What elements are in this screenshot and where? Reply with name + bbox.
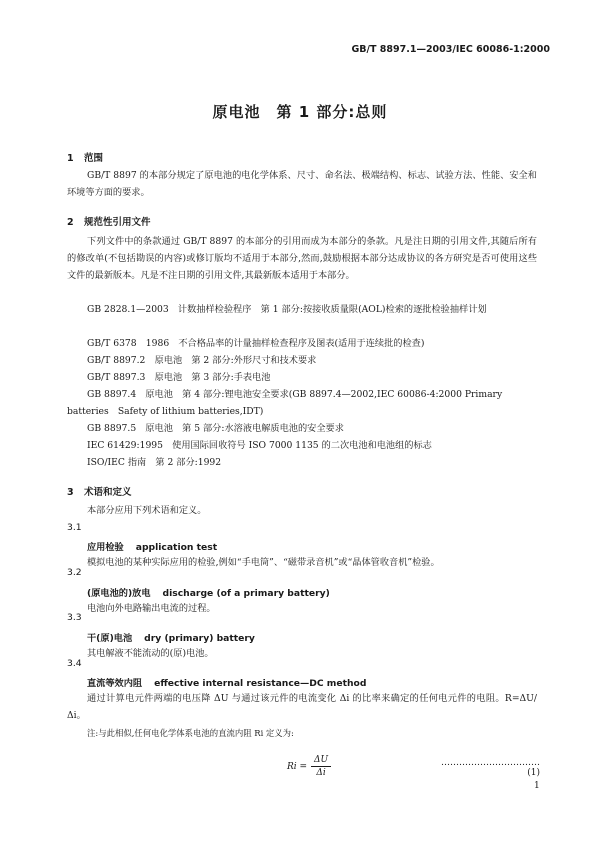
term-en: discharge (of a primary battery) (162, 588, 330, 599)
reference-item: GB 8897.4 原电池 第 4 部分:锂电池安全要求(GB 8897.4—2002,IEC 60086-4:2000 Primary batteries Safety of lithium batteries,IDT) (67, 389, 503, 417)
reference-item: GB 8897.5 原电池 第 5 部分:水溶液电解质电池的安全要求 (87, 423, 344, 434)
term-en: application test (135, 542, 218, 553)
term-cn: 应用检验 (87, 542, 124, 553)
section-title: 规范性引用文件 (84, 217, 151, 228)
standard-code-header: GB/T 8897.1—2003/IEC 60086-1:2000 (351, 44, 550, 55)
note-text: 注:与此相似,任何电化学体系电池的直流内阻 Ri 定义为: (87, 728, 294, 738)
section-title: 术语和定义 (84, 487, 132, 498)
term-cn: 干(原)电池 (87, 633, 133, 644)
section-heading-normative-refs (67, 214, 151, 228)
document-title: 原电池 第 1 部分:总则 (212, 103, 388, 121)
reference-item: GB/T 6378 1986 不合格品率的计量抽样检查程序及图表(适用于连续批的检查) (87, 338, 425, 349)
normative-intro-paragraph: 下列文件中的条款通过 GB/T 8897 的本部分的引用而成为本部分的条款。凡是注日期的引用文件,其随后所有的修改单(不包括勘误的内容)或修订版均不适用于本部分,然而,鼓励根据本部分达成协议的各方研究是否可使用这些文件的最新版本。凡是不注日期的引用文件,其最新版本适用于本部分。 (67, 236, 537, 281)
term-number: 3.3 (67, 612, 82, 623)
terms-intro: 本部分应用下列术语和定义。 (87, 505, 207, 516)
term-number: 3.1 (67, 522, 82, 533)
fraction-bar (311, 766, 331, 767)
term-definition: 电池向外电路输出电流的过程。 (87, 603, 216, 614)
term-definition: 模拟电池的某种实际应用的检验,例如“手电筒”、“磁带录音机”或“晶体管收音机”检验。 (87, 557, 440, 568)
equation-numerator: ΔU (314, 755, 329, 765)
equation-fraction (311, 755, 331, 778)
term-number: 3.2 (67, 567, 82, 578)
term-cn: 直流等效内阻 (87, 678, 143, 689)
section-number: 3 (67, 487, 74, 498)
equation-number: ……………………………(1) (441, 758, 540, 778)
term-definition: 通过计算电元件两端的电压降 ΔU 与通过该元件的电流变化 Δi 的比率来确定的任何电元件的电阻。R=ΔU/Δi。 (67, 693, 537, 721)
section-heading-scope (67, 150, 103, 164)
term-en: effective internal resistance—DC method (154, 678, 367, 689)
page-number: 1 (534, 781, 540, 791)
section-heading-terms (67, 484, 132, 498)
reference-item: IEC 61429:1995 使用国际回收符号 ISO 7000 1135 的二次电池和电池组的标志 (87, 440, 432, 451)
reference-item: ISO/IEC 指南 第 2 部分:1992 (87, 457, 222, 468)
term-name (87, 630, 255, 644)
reference-item: GB/T 8897.2 原电池 第 2 部分:外形尺寸和技术要求 (87, 355, 317, 366)
reference-item: GB/T 8897.3 原电池 第 3 部分:手表电池 (87, 372, 271, 383)
term-name (87, 675, 366, 689)
section-title: 范围 (84, 153, 104, 164)
term-name (87, 585, 330, 599)
equation-formula (287, 755, 331, 778)
term-definition: 其电解液不能流动的(原)电池。 (87, 648, 214, 659)
term-number: 3.4 (67, 658, 82, 669)
equation-lhs: Ri = (287, 761, 308, 772)
equation-denominator: Δi (316, 768, 326, 778)
reference-item: GB 2828.1—2003 计数抽样检验程序 第 1 部分:按接收质量限(AOL)检索的逐批检验抽样计划 (87, 304, 487, 315)
term-name (87, 539, 217, 553)
section-number: 1 (67, 153, 74, 164)
scope-paragraph: GB/T 8897 的本部分规定了原电池的电化学体系、尺寸、命名法、极端结构、标志、试验方法、性能、安全和环境等方面的要求。 (67, 170, 537, 198)
term-en: dry (primary) battery (144, 633, 255, 644)
term-cn: (原电池的)放电 (87, 588, 151, 599)
section-number: 2 (67, 217, 74, 228)
